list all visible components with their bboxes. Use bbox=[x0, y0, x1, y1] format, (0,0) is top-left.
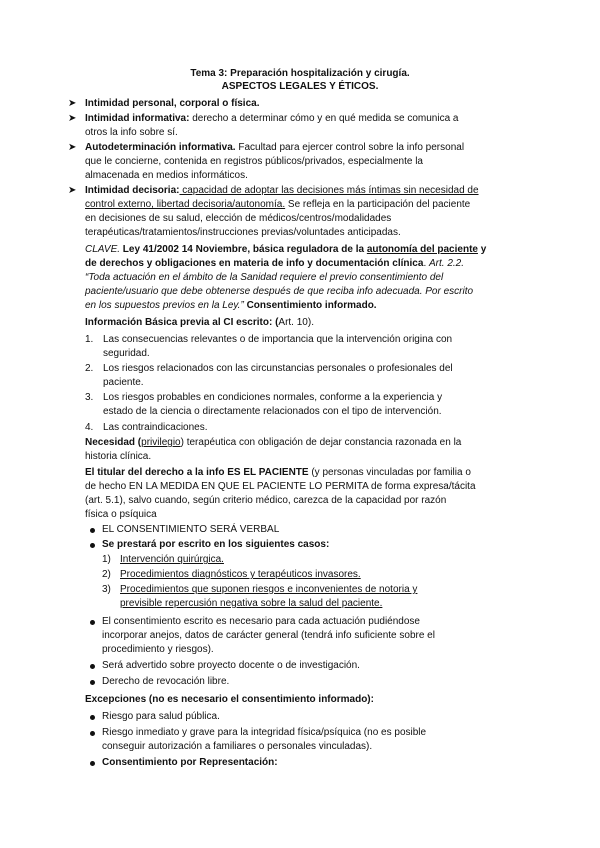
case-item: Procedimientos que suponen riesgos e inconvenientes de notoria y bbox=[120, 584, 418, 595]
necesidad-label: Necesidad ( bbox=[85, 437, 142, 448]
clave-line bbox=[85, 243, 486, 256]
arrow-item-continuation: almacenada en medios informáticos. bbox=[85, 170, 248, 181]
ley-text: de derechos y obligaciones en materia de info y documentación clínica bbox=[85, 258, 424, 269]
necesidad-text: ) terapéutica con obligación de dejar constancia razonada en la bbox=[180, 437, 462, 448]
bullet-item: Consentimiento por Representación: bbox=[102, 757, 278, 768]
autonomia-text: autonomía del paciente bbox=[366, 244, 478, 255]
list-item-continuation: seguridad. bbox=[103, 348, 150, 359]
bullet-item: Se prestará por escrito en los siguientes casos: bbox=[102, 539, 330, 550]
arrow-item-continuation: terapéuticas/tratamientos/instrucciones previas/voluntades anticipadas. bbox=[85, 227, 401, 238]
bullet-item-continuation: conseguir autorización a familiares o personales vinculadas). bbox=[102, 741, 373, 752]
bullet-dot-icon bbox=[90, 543, 95, 548]
ley-text-end: y bbox=[477, 244, 487, 255]
clave-line bbox=[85, 257, 464, 270]
titular-bold: El titular del derecho a la info ES EL PACIENTE bbox=[85, 467, 309, 478]
necesidad-line bbox=[85, 436, 461, 449]
section-heading: Excepciones (no es necesario el consentimiento informado): bbox=[85, 694, 374, 705]
titular-continuation: de hecho EN LA MEDIDA EN QUE EL PACIENTE LO PERMITA de forma expresa/tácita bbox=[85, 481, 476, 492]
bullet-dot-icon bbox=[90, 731, 95, 736]
arrow-item bbox=[85, 184, 479, 197]
necesidad-continuation: historia clínica. bbox=[85, 451, 152, 462]
titular-continuation: (art. 5.1), salvo cuando, según criterio médico, carezca de la capacidad por razón bbox=[85, 495, 447, 506]
privilegio-text: privilegio bbox=[141, 437, 181, 448]
arrow-item-text: Facultad para ejercer control sobre la info personal bbox=[235, 142, 465, 153]
arrow-bullet-icon: ➤ bbox=[68, 185, 77, 196]
clave-label: CLAVE. bbox=[85, 244, 121, 255]
bullet-item: Será advertido sobre proyecto docente o de investigación. bbox=[102, 660, 360, 671]
bullet-item-continuation: procedimiento y riesgos). bbox=[102, 644, 214, 655]
quote-line: paciente/usuario que debe obtenerse después de que reciba info adecuada. Por escrito bbox=[85, 286, 474, 297]
arrow-item bbox=[85, 97, 259, 110]
title-line-1: Tema 3: Preparación hospitalización y cirugía. bbox=[190, 68, 410, 79]
bullet-item: EL CONSENTIMIENTO SERÁ VERBAL bbox=[102, 524, 280, 535]
case-item: Procedimientos diagnósticos y terapéuticos invasores. bbox=[120, 569, 361, 580]
arrow-item-text-underlined: capacidad de adoptar las decisiones más íntimas sin necesidad de bbox=[179, 185, 479, 196]
arrow-bullet-icon: ➤ bbox=[68, 113, 77, 124]
list-number: 3. bbox=[85, 392, 94, 403]
arrow-item-continuation: en decisiones de su salud, elección de médicos/centros/modalidades bbox=[85, 213, 392, 224]
list-number: 4. bbox=[85, 422, 94, 433]
section-heading bbox=[85, 316, 314, 329]
arrow-bullet-icon: ➤ bbox=[68, 142, 77, 153]
case-item: Intervención quirúrgica. bbox=[120, 554, 224, 565]
bullet-item: Derecho de revocación libre. bbox=[102, 676, 230, 687]
titular-line bbox=[85, 466, 471, 479]
case-number: 2) bbox=[102, 569, 111, 580]
bullet-dot-icon bbox=[90, 715, 95, 720]
bullet-dot-icon bbox=[90, 620, 95, 625]
bullet-dot-icon bbox=[90, 761, 95, 766]
titular-text: (y personas vinculadas por familia o bbox=[308, 467, 471, 478]
list-number: 1. bbox=[85, 334, 94, 345]
arrow-item-continuation bbox=[85, 198, 470, 211]
list-number: 2. bbox=[85, 363, 94, 374]
bullet-item: Riesgo inmediato y grave para la integridad física/psíquica (no es posible bbox=[102, 727, 427, 738]
title-line-2: ASPECTOS LEGALES Y ÉTICOS. bbox=[221, 81, 379, 92]
heading-bold: Información Básica previa al CI escrito: ( bbox=[85, 317, 279, 328]
arrow-item-lead: Intimidad informativa: bbox=[85, 113, 190, 124]
bullet-dot-icon bbox=[90, 528, 95, 533]
consentimiento-label: Consentimiento informado. bbox=[243, 300, 377, 311]
case-number: 3) bbox=[102, 584, 111, 595]
arrow-item-lead: Intimidad personal, corporal o física. bbox=[85, 98, 260, 109]
arrow-item-lead: Intimidad decisoria: bbox=[85, 185, 180, 196]
list-item-continuation: estado de la ciencia o directamente relacionados con el tipo de intervención. bbox=[103, 406, 442, 417]
bullet-dot-icon bbox=[90, 664, 95, 669]
bullet-item: Riesgo para salud pública. bbox=[102, 711, 220, 722]
bullet-item-continuation: incorporar anejos, datos de carácter general (tendrá info suficiente sobre el bbox=[102, 630, 435, 641]
quote-line: “Toda actuación en el ámbito de la Sanidad requiere el previo consentimiento del bbox=[85, 272, 444, 283]
arrow-item-continuation: otros la info sobre sí. bbox=[85, 127, 178, 138]
arrow-item bbox=[85, 141, 464, 154]
arrow-bullet-icon: ➤ bbox=[68, 98, 77, 109]
list-item: Las contraindicaciones. bbox=[103, 422, 208, 433]
titular-continuation: física o psíquica bbox=[85, 509, 157, 520]
punct: . bbox=[423, 258, 429, 269]
article-ref: Art. 2.2. bbox=[429, 258, 465, 269]
list-item: Las consecuencias relevantes o de importancia que la intervención origina con bbox=[103, 334, 453, 345]
arrow-item-continuation: que le concierne, contenida en registros públicos/privados, especialmente la bbox=[85, 156, 423, 167]
plain-text: Se refleja en la participación del paciente bbox=[285, 199, 471, 210]
case-number: 1) bbox=[102, 554, 111, 565]
list-item-continuation: paciente. bbox=[103, 377, 144, 388]
case-item-continuation: previsible repercusión negativa sobre la salud del paciente. bbox=[120, 598, 383, 609]
quote-end: en los supuestos previos en la Ley.” bbox=[85, 300, 244, 311]
bullet-item: El consentimiento escrito es necesario para cada actuación pudiéndose bbox=[102, 616, 420, 627]
heading-ref: Art. 10). bbox=[278, 317, 314, 328]
list-item: Los riesgos relacionados con las circunstancias personales o profesionales del bbox=[103, 363, 453, 374]
arrow-item bbox=[85, 112, 459, 125]
ley-text: Ley 41/2002 14 Noviembre, básica reguladora de la bbox=[120, 244, 367, 255]
list-item: Los riesgos probables en condiciones normales, conforme a la experiencia y bbox=[103, 392, 443, 403]
underlined-text: control externo, libertad decisoria/autonomía. bbox=[85, 199, 286, 210]
arrow-item-text: derecho a determinar cómo y en qué medida se comunica a bbox=[189, 113, 459, 124]
bullet-dot-icon bbox=[90, 680, 95, 685]
quote-line bbox=[85, 299, 377, 312]
arrow-item-lead: Autodeterminación informativa. bbox=[85, 142, 236, 153]
